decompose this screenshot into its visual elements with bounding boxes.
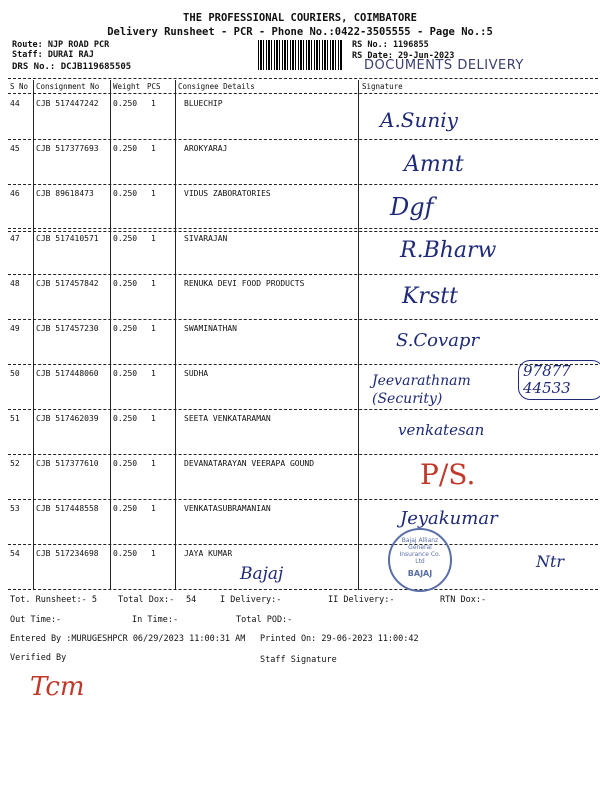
tot-runsheet: Tot. Runsheet:- 5 xyxy=(10,595,97,605)
row-weight: 0.250 xyxy=(113,279,138,288)
col-divider xyxy=(33,80,34,590)
row-sno: 46 xyxy=(10,189,20,198)
row-consignee: SIVARAJAN xyxy=(184,234,228,243)
row-consignee: SEETA VENKATARAMAN xyxy=(184,414,271,423)
row-pcs: 1 xyxy=(151,459,156,468)
row-consignee: SWAMINATHAN xyxy=(184,324,237,333)
row-sno: 45 xyxy=(10,144,20,153)
in-time: In Time:- xyxy=(132,615,179,625)
row-pcs: 1 xyxy=(151,504,156,513)
row-weight: 0.250 xyxy=(113,504,138,513)
col-consignee: Consignee Details xyxy=(178,82,255,91)
row-consignee: SUDHA xyxy=(184,369,209,378)
row-consignment: CJB 517447242 xyxy=(36,99,99,108)
i-delivery: I Delivery:- xyxy=(220,595,282,605)
row-pcs: 1 xyxy=(151,99,156,108)
row-sno: 49 xyxy=(10,324,20,333)
staff-label: Staff: DURAI RAJ xyxy=(12,50,94,60)
company-title: THE PROFESSIONAL COURIERS, COIMBATORE xyxy=(183,12,417,24)
row-consignment: CJB 517410571 xyxy=(36,234,99,243)
row-divider xyxy=(8,409,598,410)
col-divider xyxy=(110,80,111,590)
row-weight: 0.250 xyxy=(113,189,138,198)
total-dox-value: 54 xyxy=(186,595,197,605)
row-consignee: VENKATASUBRAMANIAN xyxy=(184,504,271,513)
entered-by: Entered By :MURUGESHPCR 06/29/2023 11:00:31 AM xyxy=(10,634,246,644)
row-consignee: VIDUS ZABORATORIES xyxy=(184,189,271,198)
row-weight: 0.250 xyxy=(113,99,138,108)
row-pcs: 1 xyxy=(151,549,156,558)
col-pcs: PCS xyxy=(147,82,161,91)
phone-note: 97877 44533 xyxy=(518,360,600,400)
row-consignment: CJB 89618473 xyxy=(36,189,94,198)
rtn-dox: RTN Dox:- xyxy=(440,595,487,605)
signature-47: R.Bharw xyxy=(400,238,497,263)
verified-by: Verified By xyxy=(10,653,67,663)
company-stamp xyxy=(388,528,452,592)
row-weight: 0.250 xyxy=(113,324,138,333)
stamp-ring-text: Bajaj Allianz General Insurance Co. Ltd xyxy=(399,537,441,565)
row-divider xyxy=(8,184,598,185)
row-consignee: RENUKA DEVI FOOD PRODUCTS xyxy=(184,279,305,288)
out-time: Out Time:- xyxy=(10,615,62,625)
row-consignment: CJB 517448558 xyxy=(36,504,99,513)
signature-54: Ntr xyxy=(536,552,565,571)
ii-delivery: II Delivery:- xyxy=(328,595,395,605)
col-consignment: Consignment No xyxy=(36,82,100,91)
printed-on: Printed On: 29-06-2023 11:00:42 xyxy=(260,634,419,644)
barcode xyxy=(258,40,342,70)
row-weight: 0.250 xyxy=(113,549,138,558)
staff-signature: Staff Signature xyxy=(260,655,337,665)
row-consignment: CJB 517457842 xyxy=(36,279,99,288)
bajaj-note: Bajaj xyxy=(240,564,284,584)
runsheet-subtitle: Delivery Runsheet - PCR - Phone No.:0422-3505555 - Page No.:5 xyxy=(107,26,493,38)
row-weight: 0.250 xyxy=(113,459,138,468)
row-sno: 48 xyxy=(10,279,20,288)
row-consignee: DEVANATARAYAN VEERAPA GOUND xyxy=(184,459,315,468)
header-rule-top xyxy=(8,78,598,79)
rs-no: RS No.: 1196855 xyxy=(352,40,429,50)
rs-date: RS Date: 29-Jun-2023 xyxy=(352,51,455,61)
row-pcs: 1 xyxy=(151,414,156,423)
row-pcs: 1 xyxy=(151,189,156,198)
row-pcs: 1 xyxy=(151,324,156,333)
row-divider xyxy=(8,139,598,140)
stamp-center-text: BAJAJ xyxy=(407,569,433,578)
row-divider xyxy=(8,499,598,500)
total-pod: Total POD:- xyxy=(236,615,293,625)
signature-48: Krstt xyxy=(402,284,458,309)
row-divider xyxy=(8,454,598,455)
row-sno: 47 xyxy=(10,234,20,243)
row-sno: 54 xyxy=(10,549,20,558)
verifier-signature: Tcm xyxy=(30,672,85,702)
row-divider xyxy=(8,274,598,275)
row-pcs: 1 xyxy=(151,369,156,378)
signature-53: Jeyakumar xyxy=(400,508,498,529)
row-sno: 44 xyxy=(10,99,20,108)
signature-52: P/S. xyxy=(420,458,476,491)
row-consignment: CJB 517377693 xyxy=(36,144,99,153)
documents-delivery-stamp: DOCUMENTS DELIVERY xyxy=(364,58,524,73)
row-weight: 0.250 xyxy=(113,414,138,423)
signature-44: A.Suniy xyxy=(380,108,458,132)
row-sno: 53 xyxy=(10,504,20,513)
table-bottom-rule xyxy=(8,589,598,590)
col-divider xyxy=(358,80,359,590)
row-consignee: BLUECHIP xyxy=(184,99,223,108)
signature-51: venkatesan xyxy=(398,421,485,439)
row-consignee: JAYA KUMAR xyxy=(184,549,233,558)
drs-label: DRS No.: DCJB119685505 xyxy=(12,62,132,72)
row-weight: 0.250 xyxy=(113,234,138,243)
row-consignment: CJB 517234698 xyxy=(36,549,99,558)
row-divider xyxy=(8,231,598,232)
route-label: Route: NJP ROAD PCR xyxy=(12,40,110,50)
col-signature: Signature xyxy=(362,82,403,91)
row-consignment: CJB 517462039 xyxy=(36,414,99,423)
col-weight: Weight xyxy=(113,82,141,91)
col-sno: S No xyxy=(10,82,29,91)
row-pcs: 1 xyxy=(151,279,156,288)
row-sno: 52 xyxy=(10,459,20,468)
row-pcs: 1 xyxy=(151,234,156,243)
signature-49: S.Covapr xyxy=(396,330,480,351)
row-divider xyxy=(8,364,598,365)
row-consignee: AROKYARAJ xyxy=(184,144,228,153)
row-pcs: 1 xyxy=(151,144,156,153)
row-divider xyxy=(8,319,598,320)
row-consignment: CJB 517457230 xyxy=(36,324,99,333)
row-consignment: CJB 517448060 xyxy=(36,369,99,378)
signature-50: Jeevarathnam (Security) xyxy=(372,373,471,407)
row-weight: 0.250 xyxy=(113,369,138,378)
row-divider xyxy=(8,544,598,545)
header-rule-bottom xyxy=(8,93,598,94)
col-divider xyxy=(175,80,176,590)
row-consignment: CJB 517377610 xyxy=(36,459,99,468)
row-weight: 0.250 xyxy=(113,144,138,153)
row-sno: 51 xyxy=(10,414,20,423)
row-divider xyxy=(8,228,598,229)
total-dox-label: Total Dox:- xyxy=(118,595,175,605)
signature-45: Amnt xyxy=(404,152,464,177)
signature-46: Dgf xyxy=(390,193,434,221)
row-sno: 50 xyxy=(10,369,20,378)
